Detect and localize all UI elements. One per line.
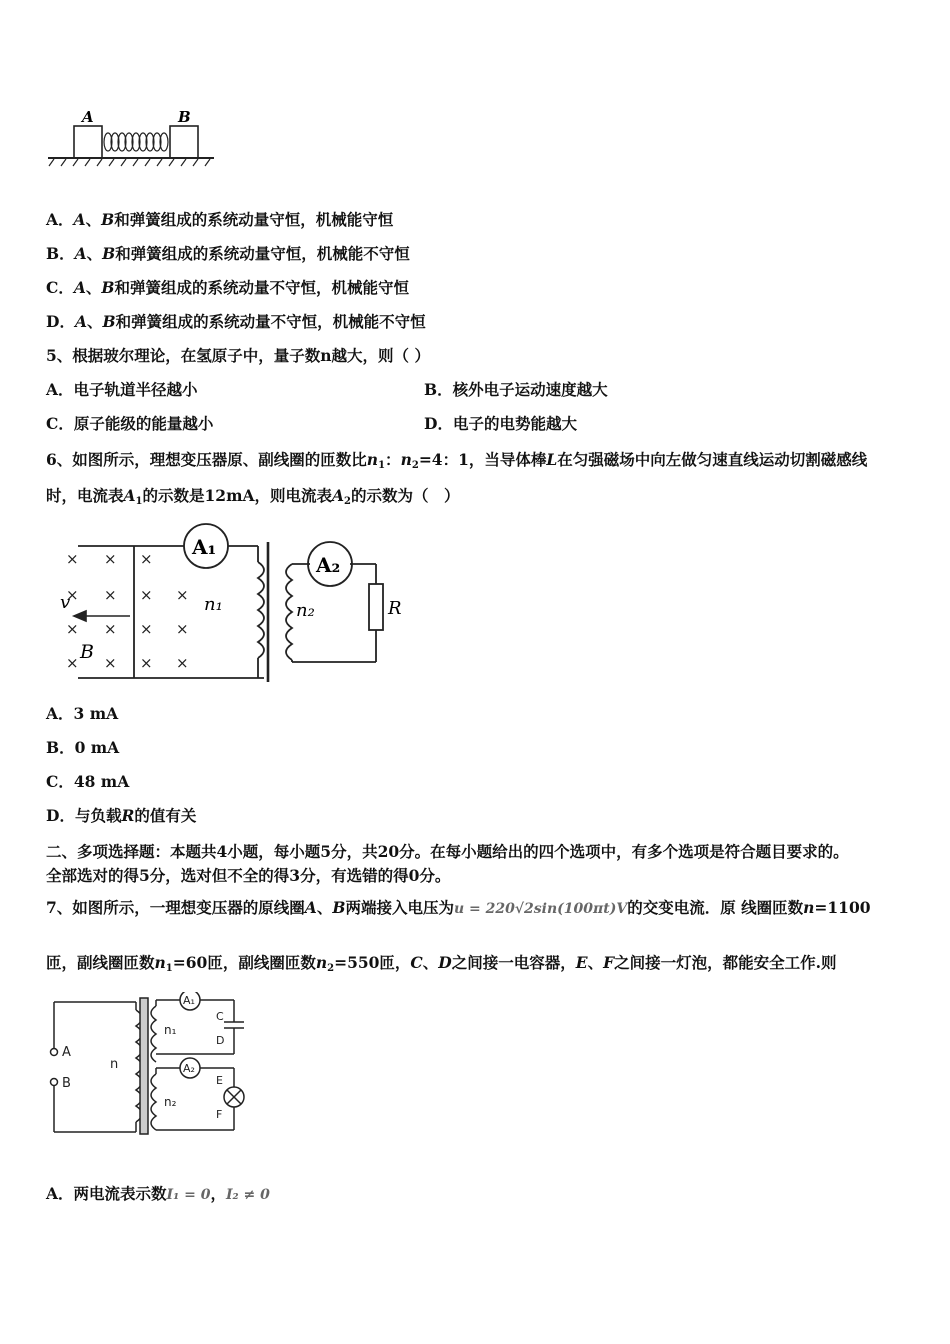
q6-option-c: C．48 mA	[46, 772, 130, 791]
q5-option-c: C．原子能级的能量越小	[46, 414, 214, 433]
v-label: v	[60, 592, 71, 613]
r-label: R	[388, 598, 402, 619]
svg-text:×: ×	[104, 550, 117, 568]
q7-option-a-formula2: I₂ ≠ 0	[225, 1187, 270, 1203]
q6-option-a: A．3 mA	[46, 704, 119, 723]
q6-option-b: B．0 mA	[46, 738, 120, 757]
q6-option-d: D．与负载R的值有关	[46, 806, 197, 825]
svg-text:×: ×	[66, 586, 79, 604]
q5-options-row1	[46, 380, 906, 400]
q4-option-a: A．A、B和弹簧组成的系统动量守恒，机械能守恒	[46, 210, 394, 229]
q7-voltage-formula: u = 220√2sin(100πt)V	[453, 901, 628, 917]
meter-a2-label-fig3: A₂	[183, 1062, 195, 1075]
terminal-a-label: A	[62, 1045, 71, 1060]
terminal-f-label: F	[216, 1108, 223, 1121]
svg-text:×: ×	[176, 586, 189, 604]
q7-stem-line2: 匝，副线圈匝数$n_1=60$匝，副线圈匝数$n_2=550$匝，C、D之间接一电容器，E、F之间接一灯泡，都能安全工作.则	[46, 953, 837, 974]
q6-stem-line2: 时，电流表$A_1$的示数是12mA，则电流表$A_2$的示数为（ ）	[46, 486, 460, 507]
meter-a2-label: A₂	[316, 553, 341, 577]
q4-option-d: D．A、B和弹簧组成的系统动量不守恒，机械能不守恒	[46, 312, 426, 331]
svg-text:×: ×	[104, 654, 117, 672]
svg-text:×: ×	[140, 654, 153, 672]
q7-option-a-formula1: I₁ = 0	[166, 1187, 211, 1203]
b-field-label: B	[80, 641, 94, 663]
svg-text:×: ×	[104, 620, 117, 638]
two-secondary-transformer-figure	[44, 992, 254, 1140]
q4-option-b: B．A、B和弹簧组成的系统动量守恒，机械能不守恒	[46, 244, 410, 263]
q5-options-row2	[46, 414, 906, 434]
svg-text:×: ×	[66, 654, 79, 672]
svg-text:×: ×	[176, 654, 189, 672]
primary-n-label: n	[110, 1057, 119, 1072]
q6-stem-line1: 6、如图所示，理想变压器原、副线圈的匝数比$n_1$：$n_2=4$：1，当导体棒L在匀强磁场中向左做匀速直线运动切割磁感线	[46, 450, 868, 471]
meter-a1-label: A₁	[192, 535, 217, 559]
transformer-field-figure	[54, 522, 414, 687]
q7-option-a: A．两电流表示数I₁ = 0，I₂ ≠ 0	[46, 1184, 270, 1203]
svg-text:×: ×	[140, 620, 153, 638]
svg-text:×: ×	[176, 620, 189, 638]
block-b-label: B	[178, 108, 191, 126]
section2-line1: 二、多项选择题：本题共4小题，每小题5分，共20分。在每小题给出的四个选项中，有多个选项是符合题目要求的。	[46, 842, 849, 861]
n2-label: n₂	[296, 600, 315, 621]
section2-line2: 全部选对的得5分，选对但不全的得3分，有选错的得0分。	[46, 866, 451, 885]
secondary-n2-label: n₂	[164, 1095, 177, 1109]
svg-text:×: ×	[140, 550, 153, 568]
secondary-n1-label: n₁	[164, 1023, 177, 1037]
q5-option-d: D．电子的电势能越大	[424, 414, 577, 433]
meter-a1-label-fig3: A₁	[183, 994, 195, 1007]
q4-option-c: C．A、B和弹簧组成的系统动量不守恒，机械能守恒	[46, 278, 410, 297]
q5-stem: 5、根据玻尔理论，在氢原子中，量子数n越大，则（ ）	[46, 346, 430, 365]
terminal-c-label: C	[216, 1010, 224, 1023]
terminal-b-label: B	[62, 1076, 71, 1091]
svg-text:×: ×	[140, 586, 153, 604]
terminal-e-label: E	[216, 1074, 223, 1087]
q7-stem-line1: 7、如图所示，一理想变压器的原线圈A、B两端接入电压为u = 220√2sin(100πt)V的交变电流．原 线圈匝数n=1100	[46, 898, 871, 917]
q5-option-b: B．核外电子运动速度越大	[424, 380, 608, 399]
spring-blocks-figure	[44, 108, 219, 170]
terminal-d-label: D	[216, 1034, 225, 1047]
block-a-label: A	[82, 108, 94, 126]
svg-text:×: ×	[66, 620, 79, 638]
svg-text:×: ×	[104, 586, 117, 604]
q5-option-a: A．电子轨道半径越小	[46, 380, 198, 399]
n1-label: n₁	[204, 594, 223, 615]
svg-text:×: ×	[66, 550, 79, 568]
